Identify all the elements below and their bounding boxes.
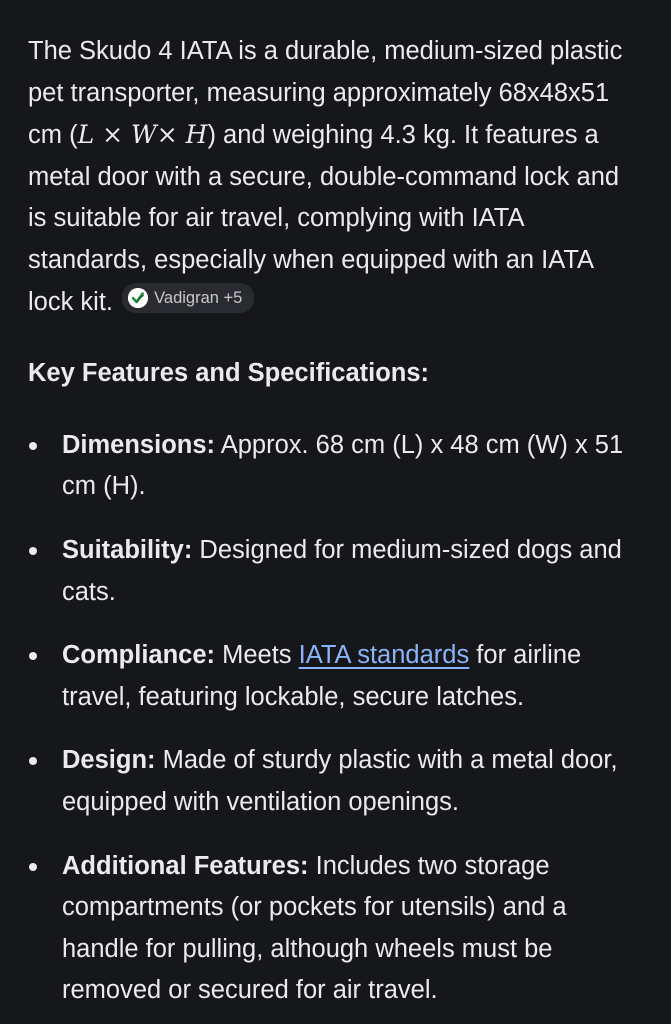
feature-label: Suitability:: [62, 535, 193, 564]
feature-text: for airline travel, featuring lockable, secure latches.: [62, 641, 582, 711]
math-width: W: [131, 120, 157, 150]
dimensions-formula: [78, 120, 208, 149]
math-times: ×: [156, 120, 178, 150]
bullet-icon: [29, 652, 37, 660]
intro-text-after-math: ) and weighing 4.3 kg. It features a metal door with a secure, double-command lock and is suitable for air travel, complying with IATA standards, especially when equipped with an IATA lock kit.: [28, 121, 620, 316]
source-chip-label: Vadigran +5: [154, 288, 243, 307]
feature-text: Meets: [215, 641, 299, 670]
feature-text: Designed for medium-sized dogs and cats.: [62, 535, 622, 606]
math-height: H: [185, 120, 208, 150]
feature-label: Additional Features:: [62, 851, 309, 880]
source-chip[interactable]: [122, 283, 254, 313]
intro-text-before-math: The Skudo 4 IATA is a durable, medium-sized plastic pet transporter, measuring approximately 68x48x51 cm (: [28, 37, 623, 150]
vadigran-leaf-icon: [128, 288, 148, 308]
list-item-compliance: [28, 635, 643, 718]
feature-label: Compliance:: [62, 641, 216, 670]
feature-label: Dimensions:: [62, 430, 216, 459]
feature-text: Includes two storage compartments (or pockets for utensils) and a handle for pulling, although wheels must be removed or secured for air travel.: [62, 851, 567, 1005]
math-length: L: [77, 120, 95, 150]
list-item-dimensions: [28, 425, 643, 508]
iata-standards-link[interactable]: IATA standards: [298, 641, 470, 670]
bullet-icon: [29, 863, 37, 871]
feature-label: Design:: [62, 746, 156, 775]
feature-text: Approx. 68 cm (L) x 48 cm (W) x 51 cm (H).: [62, 430, 624, 501]
section-heading: Key Features and Specifications:: [28, 359, 430, 388]
bullet-icon: [29, 547, 37, 555]
feature-list: [28, 425, 643, 1012]
intro-paragraph: [28, 31, 643, 323]
math-times: ×: [102, 120, 124, 150]
list-item-additional-features: [28, 846, 643, 1012]
list-item-design: [28, 740, 643, 823]
list-item-suitability: [28, 530, 643, 613]
feature-text: Made of sturdy plastic with a metal door, equipped with ventilation openings.: [62, 746, 618, 816]
bullet-icon: [29, 442, 37, 450]
bullet-icon: [29, 757, 37, 765]
